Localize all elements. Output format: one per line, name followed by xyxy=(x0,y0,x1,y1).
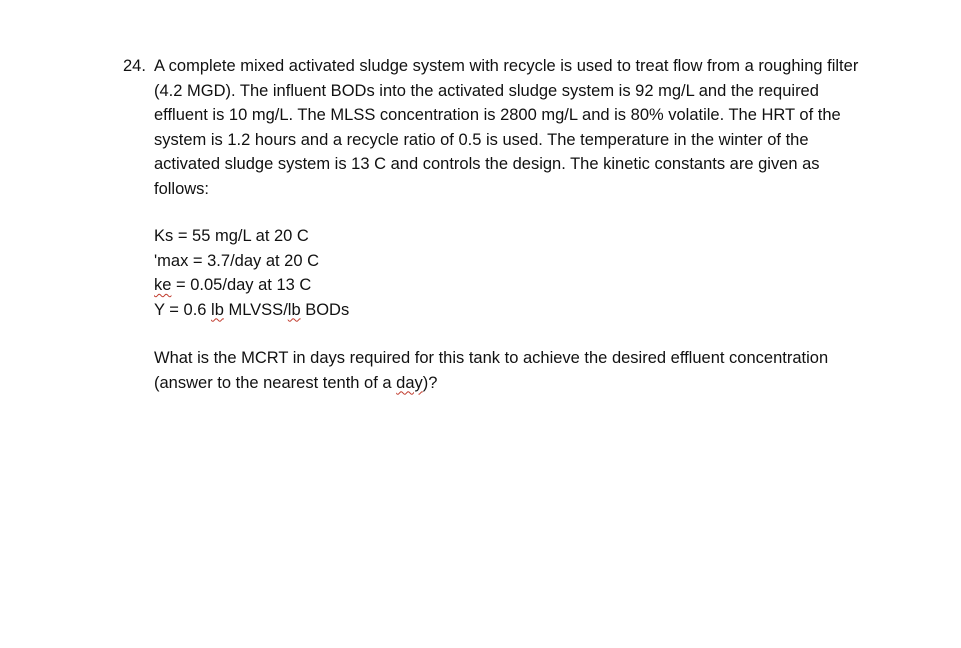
spellcheck-word-lb-2: lb xyxy=(287,300,301,319)
constant-ks: Ks = 55 mg/L at 20 C xyxy=(154,227,309,245)
problem-intro-text: A complete mixed activated sludge system with recycle is used to treat flow from a roughing filter (4.2 MGD). The influent BODs into the activated sludge system is 92 mg/L and the required effluent is 10 mg/L. The MLSS concentration is 2800 mg/L and is 80% volatile. The HRT of the system is 1.2 hours and a recycle ratio of 0.5 is used. The temperature in the winter of the activated sludge system is 13 C and controls the design. The kinetic constants are given as follows: xyxy=(154,57,859,198)
constant-y-suffix: BODs xyxy=(300,300,350,319)
problem-24 xyxy=(123,54,863,395)
question-text-end: )? xyxy=(422,373,438,392)
question-number: 24. xyxy=(123,57,146,75)
kinetic-constants-list xyxy=(154,224,863,322)
spellcheck-word-ke: ke xyxy=(154,276,172,294)
problem-statement xyxy=(123,54,863,201)
constant-mu-max: 'max = 3.7/day at 20 C xyxy=(154,251,320,270)
constant-y-prefix: Y = 0.6 xyxy=(154,300,212,319)
spellcheck-word-day: day xyxy=(396,373,423,392)
constant-y xyxy=(154,298,863,323)
constant-ke-value: = 0.05/day at 13 C xyxy=(171,276,312,294)
question-text xyxy=(154,346,854,395)
constant-ke xyxy=(154,273,863,298)
spellcheck-word-lb-1: lb xyxy=(211,300,224,319)
question-text-main: What is the MCRT in days required for this tank to achieve the desired effluent concentration (answer to the nearest tenth of a xyxy=(154,349,829,392)
constant-y-mid: MLVSS/ xyxy=(223,300,288,319)
